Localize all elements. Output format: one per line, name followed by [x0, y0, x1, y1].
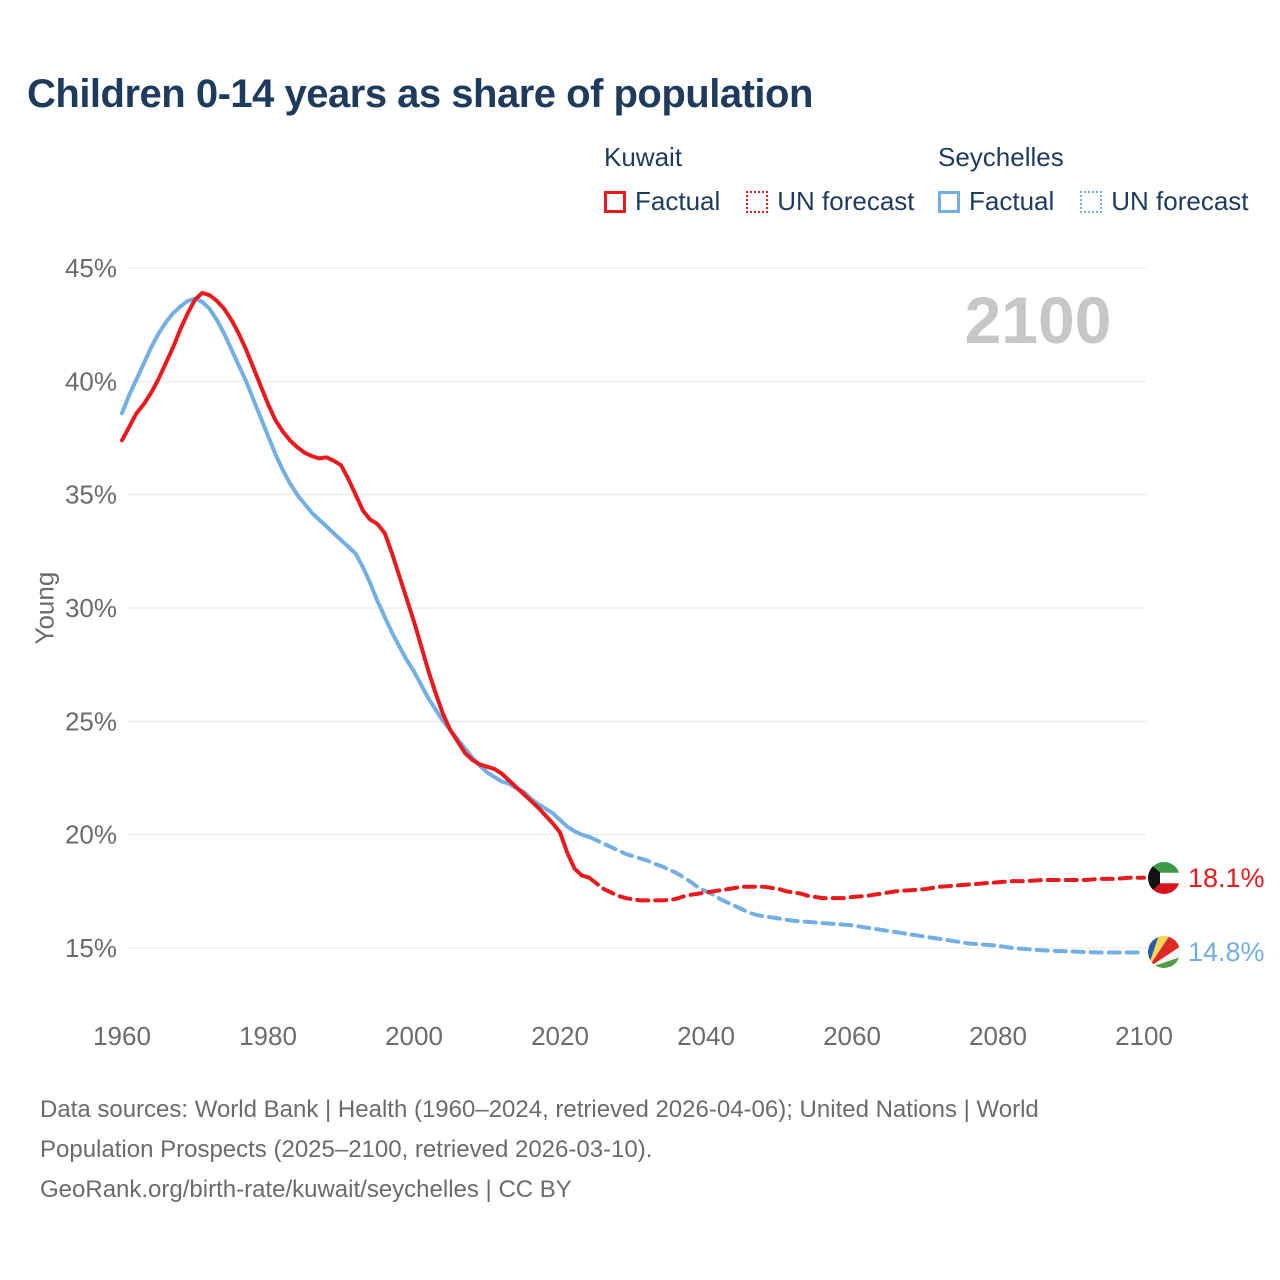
- x-tick-2100: 2100: [1115, 1021, 1173, 1051]
- series-seychelles-factual[interactable]: [122, 299, 589, 837]
- seychelles-factual-label[interactable]: Factual: [969, 186, 1055, 216]
- x-tick-2040: 2040: [677, 1021, 735, 1051]
- y-tick-40: 40%: [64, 366, 117, 397]
- y-axis-title: Young: [29, 571, 60, 645]
- data-sources-line-2: Population Prospects (2025–2100, retrieved 2026-03-10).: [40, 1136, 653, 1163]
- legend-country-kuwait: Kuwait: [604, 142, 683, 172]
- y-tick-35: 35%: [64, 479, 117, 510]
- kuwait-end-value: 18.1%: [1188, 863, 1265, 893]
- kuwait-flag-icon: [1148, 862, 1180, 894]
- seychelles-forecast-label[interactable]: UN forecast: [1111, 186, 1249, 216]
- legend-country-seychelles: Seychelles: [938, 142, 1064, 172]
- x-tick-2000: 2000: [385, 1021, 443, 1051]
- gridlines: [128, 268, 1146, 948]
- footer: [40, 1090, 1200, 1210]
- y-tick-30: 30%: [64, 593, 117, 624]
- seychelles-flag-icon: [1148, 936, 1180, 968]
- x-tick-2060: 2060: [823, 1021, 881, 1051]
- data-series[interactable]: [122, 293, 1144, 953]
- x-tick-1980: 1980: [239, 1021, 297, 1051]
- kuwait-forecast-label[interactable]: UN forecast: [777, 186, 915, 216]
- series-kuwait-factual[interactable]: [122, 293, 589, 878]
- kuwait-factual-label[interactable]: Factual: [635, 186, 721, 216]
- y-tick-15: 15%: [64, 933, 117, 964]
- data-sources-line-1: Data sources: World Bank | Health (1960–2024, retrieved 2026-04-06); United Nations | World: [40, 1096, 1039, 1123]
- x-tick-1960: 1960: [93, 1021, 151, 1051]
- page-title: Children 0-14 years as share of population: [27, 72, 813, 116]
- x-tick-2020: 2020: [531, 1021, 589, 1051]
- series-seychelles-un-forecast[interactable]: [589, 837, 1144, 953]
- seychelles-end-value: 14.8%: [1188, 937, 1265, 967]
- y-tick-20: 20%: [64, 819, 117, 850]
- y-tick-45: 45%: [64, 253, 117, 283]
- series-kuwait-un-forecast[interactable]: [589, 878, 1144, 901]
- attribution-link[interactable]: GeoRank.org/birth-rate/kuwait/seychelles | CC BY: [40, 1176, 572, 1203]
- y-tick-25: 25%: [64, 706, 117, 737]
- axis-labels: [65, 253, 1173, 1051]
- x-tick-2080: 2080: [969, 1021, 1027, 1051]
- watermark-year: 2100: [964, 283, 1112, 357]
